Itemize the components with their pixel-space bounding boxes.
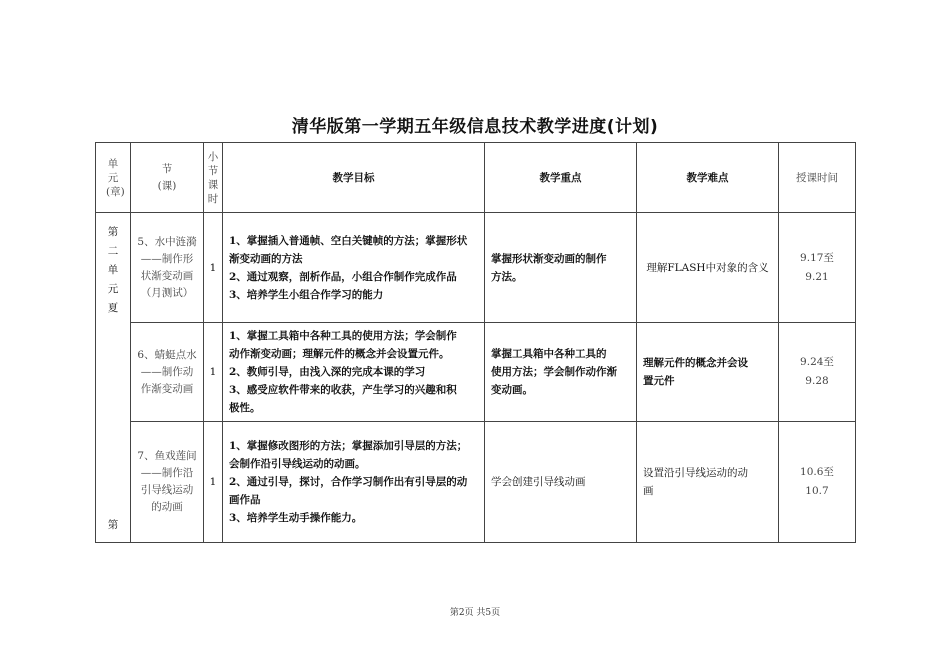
hours-cell: 1 [204,213,223,323]
section-cell: 5、水中涟漪 ——制作形 状渐变动画 （月测试） [131,213,204,323]
header-goals: 教学目标 [223,143,485,213]
section-cell: 7、鱼戏莲间 ——制作沿 引导线运动 的动画 [131,422,204,543]
difficulty-cell: 理解FLASH中对象的含义 [637,213,779,323]
goals-cell: 1、掌握修改图形的方法；掌握添加引导层的方法； 会制作沿引导线运动的动画。 2、通过引导，探讨，合作学习制作出有引导层的动 画作品 3、培养学生动手操作能力。 [223,422,485,543]
header-unit: 单元(章) [96,143,131,213]
table-header-row [96,143,856,213]
difficulty-cell: 设置沿引导线运动的动 画 [637,422,779,543]
hours-cell: 1 [204,422,223,543]
teaching-time-cell: 9.24至 9.28 [779,323,856,422]
teaching-time-cell: 9.17至 9.21 [779,213,856,323]
goals-cell: 1、掌握工具箱中各种工具的使用方法；学会制作 动作渐变动画；理解元件的概念并会设置元件。 2、教师引导，由浅入深的完成本课的学习 3、感受应软件带来的收获，产生学习的兴趣和积 极性。 [223,323,485,422]
table-row [96,422,856,543]
goals-cell: 1、掌握插入普通帧、空白关键帧的方法；掌握形状 渐变动画的方法 2、通过观察，剖析作品，小组合作制作完成作品 3、培养学生小组合作学习的能力 [223,213,485,323]
teaching-time-cell: 10.6至 10.7 [779,422,856,543]
unit-label: 第二单元夏 [107,226,119,314]
teaching-schedule-table [95,142,856,543]
table-row [96,213,856,323]
header-hours: 小节课时 [204,143,223,213]
key-point-cell: 掌握形状渐变动画的制作 方法。 [485,213,637,323]
document-title: 清华版第一学期五年级信息技术教学进度(计划) [291,117,659,137]
header-teaching-time: 授课时间 [779,143,856,213]
unit-cell [96,213,131,543]
header-key-points: 教学重点 [485,143,637,213]
table-row [96,323,856,422]
hours-cell: 1 [204,323,223,422]
section-cell: 6、蜻蜓点水 ——制作动 作渐变动画 [131,323,204,422]
key-point-cell: 学会创建引导线动画 [485,422,637,543]
difficulty-cell: 理解元件的概念并会设 置元件 [637,323,779,422]
header-section: 节 (课) [131,143,204,213]
unit-continued: 第 [107,519,119,531]
header-difficulties: 教学难点 [637,143,779,213]
page-footer: 第2页 共5页 [449,608,501,618]
key-point-cell: 掌握工具箱中各种工具的 使用方法；学会制作动作渐 变动画。 [485,323,637,422]
